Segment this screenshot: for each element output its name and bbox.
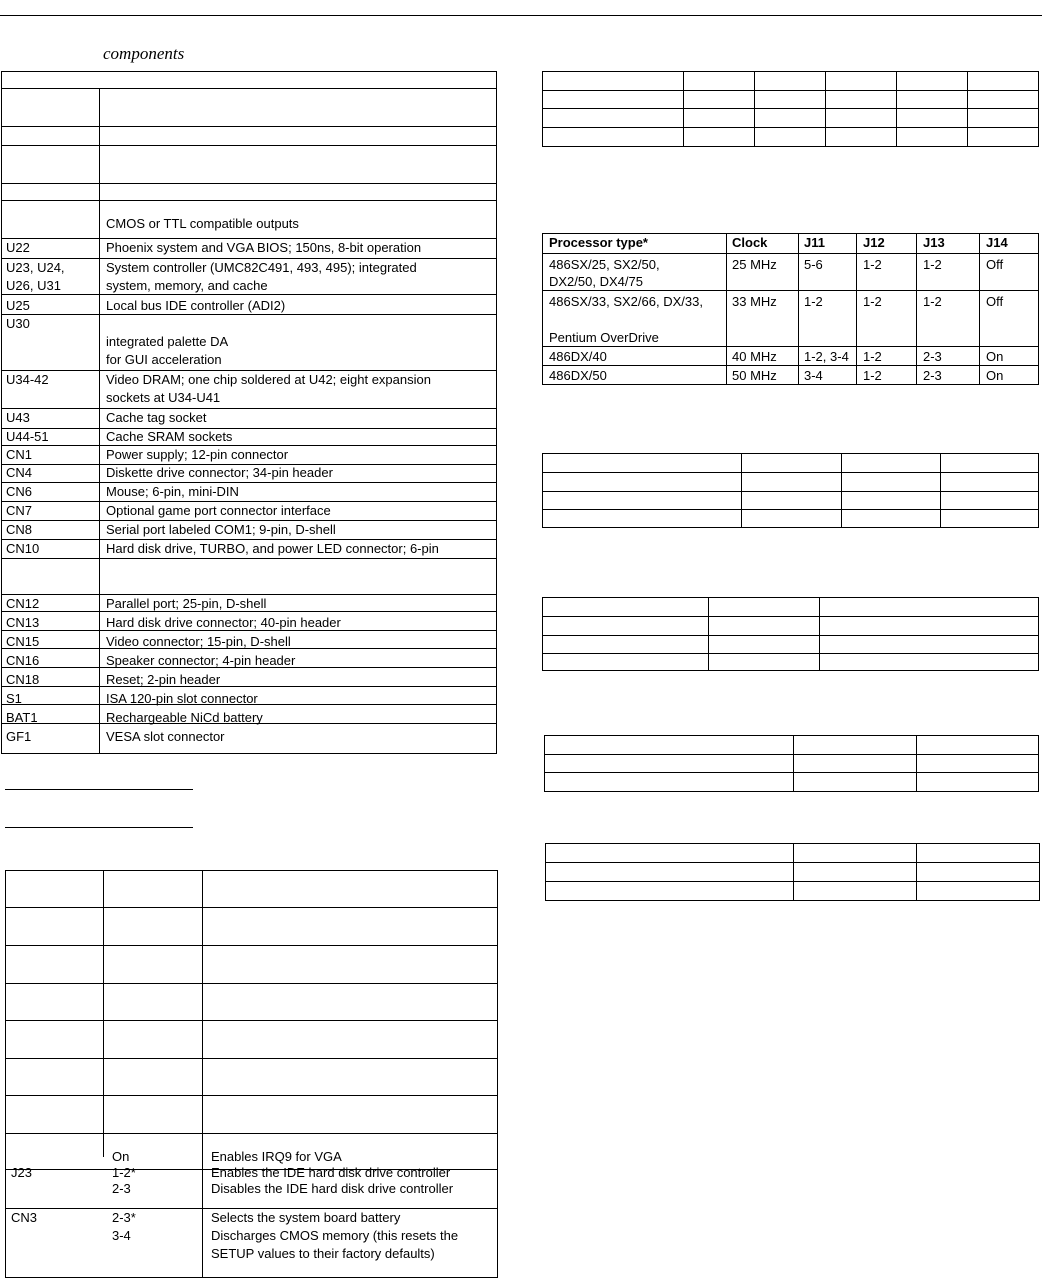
jumper-setting: 1-2* bbox=[112, 1165, 136, 1180]
component-ref: CN18 bbox=[6, 672, 40, 687]
processor-header: J13 bbox=[923, 235, 945, 250]
component-description: Hard disk drive connector; 40-pin header bbox=[106, 615, 341, 630]
component-ref: CN10 bbox=[6, 541, 40, 556]
processor-clock: 50 MHz bbox=[732, 368, 777, 383]
components-row-line bbox=[2, 686, 496, 687]
component-description: Video DRAM; one chip soldered at U42; eight expansion bbox=[106, 372, 431, 387]
component-ref: CN6 bbox=[6, 484, 33, 499]
jumper-name: J23 bbox=[11, 1165, 32, 1180]
component-ref: CN13 bbox=[6, 615, 40, 630]
processor-clock: 33 MHz bbox=[732, 294, 777, 309]
jumper-function: SETUP values to their factory defaults) bbox=[211, 1246, 435, 1261]
components-row-line bbox=[2, 520, 496, 521]
component-description: Optional game port connector interface bbox=[106, 503, 331, 518]
processor-j11: 1-2 bbox=[804, 294, 823, 309]
processor-type: 486DX/50 bbox=[549, 368, 607, 383]
component-description: Phoenix system and VGA BIOS; 150ns, 8-bit operation bbox=[106, 240, 422, 255]
component-ref: U23, U24, bbox=[6, 260, 65, 275]
component-ref: U26, U31 bbox=[6, 278, 61, 293]
component-description: system, memory, and cache bbox=[106, 278, 268, 293]
component-description: Reset; 2-pin header bbox=[106, 672, 221, 687]
components-row-line bbox=[2, 482, 496, 483]
components-row-line bbox=[2, 428, 496, 429]
components-row-line bbox=[2, 258, 496, 259]
processor-type-cont: DX2/50, DX4/75 bbox=[549, 274, 643, 289]
components-row-line bbox=[2, 370, 496, 371]
processor-j12: 1-2 bbox=[863, 294, 882, 309]
jumper-row-line bbox=[6, 1208, 497, 1209]
processor-clock: 40 MHz bbox=[732, 349, 777, 364]
component-ref: U25 bbox=[6, 298, 30, 313]
components-row-line bbox=[2, 183, 496, 184]
processor-type: 486SX/25, SX2/50, bbox=[549, 257, 660, 272]
components-divider bbox=[99, 88, 100, 753]
jumper-function: Enables the IDE hard disk drive controller bbox=[211, 1165, 451, 1180]
components-row-line bbox=[2, 445, 496, 446]
components-row-line bbox=[2, 200, 496, 201]
jumper-setting: 2-3* bbox=[112, 1210, 136, 1225]
processor-j14: Off bbox=[986, 257, 1004, 272]
component-ref: CN4 bbox=[6, 465, 33, 480]
component-ref: CN1 bbox=[6, 447, 33, 462]
processor-j13: 1-2 bbox=[923, 257, 942, 272]
processor-j11: 3-4 bbox=[804, 368, 823, 383]
jumper-name: CN3 bbox=[11, 1210, 38, 1225]
components-row-line bbox=[2, 501, 496, 502]
component-description: CMOS or TTL compatible outputs bbox=[106, 216, 299, 231]
component-ref: CN15 bbox=[6, 634, 40, 649]
processor-j12: 1-2 bbox=[863, 257, 882, 272]
component-description: Mouse; 6-pin, mini-DIN bbox=[106, 484, 239, 499]
components-table bbox=[1, 71, 497, 754]
jumper-row-line bbox=[6, 1058, 497, 1059]
components-row-line bbox=[2, 630, 496, 631]
jumper-function: Discharges CMOS memory (this resets the bbox=[211, 1228, 459, 1243]
component-ref: CN8 bbox=[6, 522, 33, 537]
jumper-row-line bbox=[6, 1095, 497, 1096]
components-row-line bbox=[2, 558, 496, 559]
component-ref: U30 bbox=[6, 316, 30, 331]
processor-header: Processor type* bbox=[549, 235, 648, 250]
empty-table-5 bbox=[545, 843, 1040, 901]
page-heading: components bbox=[103, 44, 185, 63]
jumper-table bbox=[5, 870, 498, 1278]
component-ref: U22 bbox=[6, 240, 30, 255]
processor-j13: 2-3 bbox=[923, 368, 942, 383]
component-description: Video connector; 15-pin, D-shell bbox=[106, 634, 291, 649]
component-description: Serial port labeled COM1; 9-pin, D-shell bbox=[106, 522, 336, 537]
processor-j11: 1-2, 3-4 bbox=[804, 349, 849, 364]
processor-j14: On bbox=[986, 368, 1004, 383]
empty-table-2 bbox=[542, 453, 1039, 528]
component-description: Parallel port; 25-pin, D-shell bbox=[106, 596, 267, 611]
component-description: Diskette drive connector; 34-pin header bbox=[106, 465, 333, 480]
empty-table-4 bbox=[544, 735, 1039, 792]
jumper-function: Selects the system board battery bbox=[211, 1210, 401, 1225]
jumper-row-line bbox=[6, 1020, 497, 1021]
components-row-line bbox=[2, 238, 496, 239]
processor-j14: On bbox=[986, 349, 1004, 364]
processor-j12: 1-2 bbox=[863, 368, 882, 383]
component-description: Speaker connector; 4-pin header bbox=[106, 653, 296, 668]
component-description: Cache SRAM sockets bbox=[106, 429, 233, 444]
jumper-row-line bbox=[6, 983, 497, 984]
components-row-line bbox=[2, 539, 496, 540]
processor-header: J12 bbox=[863, 235, 885, 250]
component-ref: U44-51 bbox=[6, 429, 49, 444]
processor-header: J11 bbox=[804, 235, 825, 250]
jumper-row-line bbox=[6, 907, 497, 908]
processor-header: Clock bbox=[732, 235, 768, 250]
component-description: Rechargeable NiCd battery bbox=[106, 710, 263, 725]
jumper-setting: 2-3 bbox=[112, 1181, 131, 1196]
component-ref: CN12 bbox=[6, 596, 40, 611]
empty-table-1 bbox=[542, 71, 1039, 147]
component-description: sockets at U34-U41 bbox=[106, 390, 221, 405]
processor-type: 486SX/33, SX2/66, DX/33, bbox=[549, 294, 703, 309]
empty-table-3 bbox=[542, 597, 1039, 671]
components-row-line bbox=[2, 294, 496, 295]
page-top-rule bbox=[0, 15, 1042, 16]
processor-type-cont: Pentium OverDrive bbox=[549, 330, 659, 345]
jumper-divider-1 bbox=[103, 871, 104, 1157]
processor-table bbox=[542, 233, 1039, 385]
component-ref: U34-42 bbox=[6, 372, 49, 387]
jumper-setting: 3-4 bbox=[112, 1228, 131, 1243]
processor-clock: 25 MHz bbox=[732, 257, 777, 272]
components-row-line bbox=[2, 126, 496, 127]
component-ref: U43 bbox=[6, 410, 30, 425]
component-description: System controller (UMC82C491, 493, 495); integrated bbox=[106, 260, 417, 275]
components-row-line bbox=[2, 314, 496, 315]
processor-j14: Off bbox=[986, 294, 1004, 309]
component-description: for GUI acceleration bbox=[106, 352, 222, 367]
components-row-line bbox=[2, 408, 496, 409]
component-description: Hard disk drive, TURBO, and power LED connector; 6-pin bbox=[106, 541, 439, 556]
component-ref: BAT1 bbox=[6, 710, 38, 725]
component-description: ISA 120-pin slot connector bbox=[106, 691, 258, 706]
component-description: integrated palette DA bbox=[106, 334, 229, 349]
component-ref: CN7 bbox=[6, 503, 33, 518]
jumper-row-line bbox=[6, 945, 497, 946]
component-description: Local bus IDE controller (ADI2) bbox=[106, 298, 286, 313]
component-ref: CN16 bbox=[6, 653, 40, 668]
jumper-row-line bbox=[6, 1133, 497, 1134]
processor-j13: 1-2 bbox=[923, 294, 942, 309]
component-ref: S1 bbox=[6, 691, 22, 706]
processor-j11: 5-6 bbox=[804, 257, 823, 272]
component-description: Cache tag socket bbox=[106, 410, 207, 425]
components-row-line bbox=[2, 145, 496, 146]
component-ref: GF1 bbox=[6, 729, 32, 744]
components-row-line bbox=[2, 594, 496, 595]
processor-header: J14 bbox=[986, 235, 1008, 250]
processor-j13: 2-3 bbox=[923, 349, 942, 364]
processor-j12: 1-2 bbox=[863, 349, 882, 364]
components-row-line bbox=[2, 611, 496, 612]
section-rule-2 bbox=[5, 827, 193, 828]
jumper-setting: On bbox=[112, 1149, 130, 1164]
component-description: Power supply; 12-pin connector bbox=[106, 447, 289, 462]
section-rule-1 bbox=[5, 789, 193, 790]
components-row-line bbox=[2, 88, 496, 89]
processor-type: 486DX/40 bbox=[549, 349, 607, 364]
jumper-function: Disables the IDE hard disk drive controller bbox=[211, 1181, 454, 1196]
component-description: VESA slot connector bbox=[106, 729, 225, 744]
jumper-function: Enables IRQ9 for VGA bbox=[211, 1149, 342, 1164]
jumper-divider-2 bbox=[202, 871, 203, 1277]
